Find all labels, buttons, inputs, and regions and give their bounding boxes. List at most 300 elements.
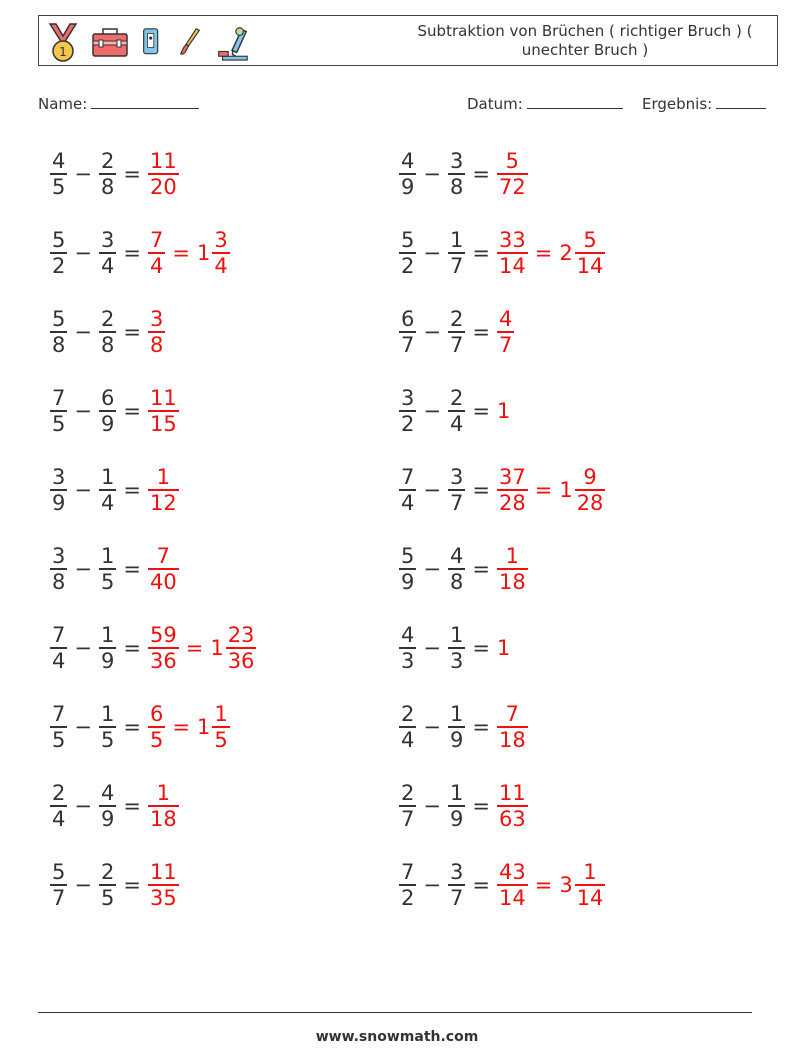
minuend-fraction-denominator: 5 bbox=[52, 411, 66, 436]
equals-sign: = bbox=[472, 715, 490, 739]
subtrahend-fraction bbox=[448, 465, 465, 515]
answer-fraction-denominator: 35 bbox=[149, 885, 177, 910]
minuend-fraction-denominator: 7 bbox=[401, 332, 415, 357]
name-blank[interactable] bbox=[91, 94, 199, 109]
answer-fraction-numerator: 1 bbox=[505, 544, 520, 569]
minuend-fraction-denominator: 5 bbox=[52, 727, 66, 752]
problem-item bbox=[395, 143, 532, 205]
subtrahend-fraction bbox=[448, 702, 465, 752]
subtrahend-fraction-denominator: 9 bbox=[100, 806, 115, 831]
answer-fraction bbox=[497, 307, 514, 357]
answer-fraction bbox=[497, 860, 528, 910]
pencil-sharpener-icon bbox=[139, 21, 167, 63]
minus-sign: − bbox=[74, 320, 92, 344]
equals-sign: = bbox=[123, 557, 141, 581]
mixed-whole: 1 bbox=[210, 636, 224, 660]
subtrahend-fraction-numerator: 3 bbox=[449, 860, 464, 885]
problem-item bbox=[395, 617, 510, 679]
subtrahend-fraction bbox=[99, 386, 116, 436]
minuend-fraction bbox=[399, 781, 416, 831]
answer-equals-sign: = bbox=[172, 241, 190, 265]
answer-equals-sign: = bbox=[534, 478, 553, 502]
subtrahend-fraction bbox=[99, 228, 116, 278]
answer-fraction-denominator: 4 bbox=[149, 253, 164, 278]
answer-fraction-denominator: 8 bbox=[149, 332, 164, 357]
answer-equals-sign: = bbox=[534, 873, 553, 897]
problem-item bbox=[395, 696, 532, 758]
name-field bbox=[38, 94, 199, 113]
minuend-fraction bbox=[399, 149, 416, 199]
subtrahend-fraction-numerator: 1 bbox=[100, 544, 115, 569]
answer-fraction-numerator: 11 bbox=[149, 860, 177, 885]
mixed-fraction-numerator: 1 bbox=[583, 860, 597, 885]
minuend-fraction-denominator: 2 bbox=[401, 253, 415, 278]
minuend-fraction-numerator: 6 bbox=[401, 307, 415, 332]
mixed-whole: 1 bbox=[196, 715, 211, 739]
answer-fraction-denominator: 20 bbox=[149, 174, 177, 199]
minus-sign: − bbox=[74, 557, 92, 581]
minuend-fraction-denominator: 9 bbox=[401, 569, 415, 594]
answer-fraction-denominator: 72 bbox=[498, 174, 526, 199]
minuend-fraction bbox=[399, 386, 416, 436]
answer-whole: 1 bbox=[496, 399, 511, 423]
subtrahend-fraction-denominator: 5 bbox=[100, 569, 115, 594]
minuend-fraction-numerator: 4 bbox=[52, 149, 66, 174]
answer-fraction-denominator: 40 bbox=[149, 569, 177, 594]
minuend-fraction bbox=[50, 465, 67, 515]
equals-sign: = bbox=[472, 162, 490, 186]
problem-item bbox=[395, 380, 510, 442]
minuend-fraction-numerator: 3 bbox=[401, 386, 415, 411]
minuend-fraction-denominator: 7 bbox=[401, 806, 415, 831]
answer-fraction bbox=[148, 544, 179, 594]
problem-item bbox=[395, 775, 532, 837]
microscope-icon bbox=[213, 21, 251, 63]
minus-sign: − bbox=[74, 241, 92, 265]
answer-fraction-numerator: 5 bbox=[505, 149, 520, 174]
answer bbox=[493, 149, 532, 199]
minus-sign: − bbox=[74, 162, 92, 186]
answer-fraction bbox=[148, 781, 179, 831]
problem-item bbox=[46, 222, 234, 284]
mixed-fraction-denominator: 36 bbox=[227, 648, 255, 673]
minus-sign: − bbox=[74, 636, 92, 660]
mixed-fraction-numerator: 23 bbox=[227, 623, 255, 648]
subtrahend-fraction-denominator: 4 bbox=[100, 253, 115, 278]
minuend-fraction-denominator: 4 bbox=[52, 806, 66, 831]
answer-fraction-denominator: 7 bbox=[498, 332, 513, 357]
equals-sign: = bbox=[472, 557, 490, 581]
answer bbox=[144, 781, 183, 831]
problem-item bbox=[46, 775, 183, 837]
subtrahend-fraction-denominator: 4 bbox=[449, 411, 464, 436]
minuend-fraction-denominator: 5 bbox=[52, 174, 66, 199]
equals-sign: = bbox=[123, 320, 141, 344]
date-blank[interactable] bbox=[527, 94, 623, 109]
answer-fraction-numerator: 6 bbox=[149, 702, 164, 727]
subtrahend-fraction-denominator: 7 bbox=[449, 253, 464, 278]
answer-fraction bbox=[148, 307, 165, 357]
equals-sign: = bbox=[123, 794, 141, 818]
minuend-fraction-numerator: 2 bbox=[401, 702, 415, 727]
mixed-fraction bbox=[212, 228, 229, 278]
subtrahend-fraction-denominator: 5 bbox=[100, 885, 115, 910]
subtrahend-fraction bbox=[448, 544, 465, 594]
subtrahend-fraction-denominator: 7 bbox=[449, 332, 464, 357]
minuend-fraction-denominator: 4 bbox=[52, 648, 66, 673]
minuend-fraction bbox=[50, 702, 67, 752]
minuend-fraction-denominator: 2 bbox=[401, 411, 415, 436]
minuend-fraction bbox=[399, 228, 416, 278]
equals-sign: = bbox=[123, 715, 141, 739]
result-label: Ergebnis: bbox=[642, 95, 713, 113]
problem-item bbox=[395, 538, 532, 600]
minuend-fraction-denominator: 2 bbox=[401, 885, 415, 910]
subtrahend-fraction-denominator: 5 bbox=[100, 727, 115, 752]
minuend-fraction bbox=[50, 228, 67, 278]
answer bbox=[493, 307, 518, 357]
answer bbox=[144, 860, 183, 910]
result-field bbox=[642, 94, 766, 113]
answer bbox=[144, 702, 234, 752]
minuend-fraction-denominator: 7 bbox=[52, 885, 66, 910]
minuend-fraction-numerator: 7 bbox=[401, 860, 415, 885]
mixed-fraction-numerator: 3 bbox=[214, 228, 228, 253]
mixed-fraction-numerator: 1 bbox=[214, 702, 228, 727]
answer-fraction-denominator: 63 bbox=[498, 806, 526, 831]
subtrahend-fraction bbox=[448, 307, 465, 357]
equals-sign: = bbox=[123, 241, 141, 265]
answer-fraction-denominator: 18 bbox=[498, 569, 526, 594]
minuend-fraction-denominator: 9 bbox=[401, 174, 415, 199]
minuend-fraction-numerator: 4 bbox=[401, 623, 415, 648]
answer-fraction-numerator: 59 bbox=[149, 623, 177, 648]
answer bbox=[144, 149, 183, 199]
equals-sign: = bbox=[123, 162, 141, 186]
answer-fraction bbox=[148, 465, 179, 515]
minuend-fraction bbox=[399, 307, 416, 357]
subtrahend-fraction-denominator: 8 bbox=[100, 332, 115, 357]
answer-fraction-numerator: 33 bbox=[498, 228, 526, 253]
footer-divider bbox=[38, 1012, 752, 1013]
answer-equals-sign: = bbox=[172, 715, 190, 739]
answer-fraction-numerator: 11 bbox=[149, 149, 177, 174]
medal-icon bbox=[45, 21, 81, 63]
subtrahend-fraction-denominator: 9 bbox=[449, 806, 464, 831]
answer-fraction bbox=[148, 149, 179, 199]
equals-sign: = bbox=[472, 478, 490, 502]
minuend-fraction bbox=[399, 623, 416, 673]
subtrahend-fraction bbox=[99, 623, 116, 673]
minus-sign: − bbox=[74, 715, 92, 739]
minuend-fraction-denominator: 4 bbox=[401, 727, 415, 752]
answer bbox=[493, 702, 532, 752]
equals-sign: = bbox=[472, 241, 490, 265]
answer bbox=[144, 386, 183, 436]
minuend-fraction bbox=[50, 781, 67, 831]
answer-fraction-denominator: 14 bbox=[498, 253, 526, 278]
subtrahend-fraction-denominator: 9 bbox=[100, 648, 115, 673]
mixed-fraction-denominator: 5 bbox=[214, 727, 228, 752]
answer-fraction-numerator: 1 bbox=[156, 781, 171, 806]
answer-fraction-numerator: 37 bbox=[498, 465, 526, 490]
equals-sign: = bbox=[472, 636, 490, 660]
minuend-fraction bbox=[399, 544, 416, 594]
minuend-fraction-numerator: 3 bbox=[52, 465, 66, 490]
subtrahend-fraction-numerator: 1 bbox=[100, 623, 115, 648]
svg-text:1: 1 bbox=[59, 45, 67, 59]
minuend-fraction-numerator: 7 bbox=[401, 465, 415, 490]
subtrahend-fraction bbox=[99, 544, 116, 594]
subtrahend-fraction-denominator: 4 bbox=[100, 490, 115, 515]
minuend-fraction bbox=[399, 860, 416, 910]
subtrahend-fraction bbox=[99, 860, 116, 910]
answer-fraction-denominator: 18 bbox=[498, 727, 526, 752]
minuend-fraction-numerator: 5 bbox=[52, 860, 66, 885]
subtrahend-fraction-numerator: 3 bbox=[449, 149, 464, 174]
equals-sign: = bbox=[472, 320, 490, 344]
minus-sign: − bbox=[74, 399, 92, 423]
mixed-fraction bbox=[212, 702, 229, 752]
answer-fraction-denominator: 15 bbox=[149, 411, 177, 436]
minuend-fraction-denominator: 3 bbox=[401, 648, 415, 673]
minuend-fraction-numerator: 2 bbox=[52, 781, 66, 806]
answer bbox=[144, 307, 169, 357]
date-label: Datum: bbox=[467, 95, 523, 113]
subtrahend-fraction-numerator: 2 bbox=[449, 307, 464, 332]
mixed-fraction bbox=[226, 623, 257, 673]
answer-fraction-numerator: 43 bbox=[498, 860, 526, 885]
problem-item bbox=[46, 696, 234, 758]
problem-item bbox=[46, 854, 183, 916]
subtrahend-fraction bbox=[448, 386, 465, 436]
subtrahend-fraction-numerator: 1 bbox=[449, 228, 464, 253]
minus-sign: − bbox=[423, 399, 441, 423]
minuend-fraction bbox=[50, 623, 67, 673]
subtrahend-fraction-denominator: 9 bbox=[449, 727, 464, 752]
answer-fraction bbox=[148, 228, 165, 278]
answer bbox=[144, 623, 260, 673]
subtrahend-fraction-numerator: 2 bbox=[100, 307, 115, 332]
answer-fraction bbox=[497, 149, 528, 199]
subtrahend-fraction bbox=[99, 149, 116, 199]
answer-fraction-denominator: 28 bbox=[498, 490, 526, 515]
mixed-whole: 3 bbox=[559, 873, 573, 897]
mixed-fraction bbox=[575, 228, 606, 278]
answer-fraction-numerator: 7 bbox=[156, 544, 171, 569]
minuend-fraction-denominator: 8 bbox=[52, 569, 66, 594]
mixed-whole: 1 bbox=[196, 241, 211, 265]
mixed-fraction bbox=[575, 465, 606, 515]
equals-sign: = bbox=[123, 478, 141, 502]
problem-item bbox=[395, 301, 518, 363]
subtrahend-fraction-numerator: 1 bbox=[449, 623, 464, 648]
minuend-fraction bbox=[50, 149, 67, 199]
minus-sign: − bbox=[423, 636, 441, 660]
mixed-fraction-numerator: 9 bbox=[583, 465, 597, 490]
problem-item bbox=[46, 617, 260, 679]
minuend-fraction bbox=[399, 702, 416, 752]
minuend-fraction-numerator: 4 bbox=[401, 149, 415, 174]
problem-item bbox=[46, 301, 169, 363]
answer-fraction bbox=[497, 228, 528, 278]
header-icons bbox=[45, 20, 251, 64]
worksheet-header bbox=[38, 15, 778, 66]
subtrahend-fraction bbox=[99, 465, 116, 515]
answer-fraction-numerator: 4 bbox=[498, 307, 513, 332]
answer bbox=[493, 465, 609, 515]
subtrahend-fraction-numerator: 3 bbox=[100, 228, 115, 253]
name-label: Name: bbox=[38, 95, 88, 113]
subtrahend-fraction-numerator: 3 bbox=[449, 465, 464, 490]
answer-fraction-denominator: 18 bbox=[149, 806, 177, 831]
mixed-fraction-numerator: 5 bbox=[583, 228, 597, 253]
subtrahend-fraction bbox=[448, 149, 465, 199]
subtrahend-fraction bbox=[448, 623, 465, 673]
problem-item bbox=[395, 222, 609, 284]
answer-fraction bbox=[497, 544, 528, 594]
subtrahend-fraction bbox=[99, 781, 116, 831]
minuend-fraction-denominator: 4 bbox=[401, 490, 415, 515]
minuend-fraction bbox=[50, 386, 67, 436]
minuend-fraction-numerator: 7 bbox=[52, 386, 66, 411]
date-field bbox=[467, 94, 623, 113]
answer-fraction-denominator: 12 bbox=[149, 490, 177, 515]
minuend-fraction bbox=[399, 465, 416, 515]
subtrahend-fraction-numerator: 1 bbox=[100, 465, 115, 490]
subtrahend-fraction bbox=[99, 307, 116, 357]
problem-item bbox=[46, 380, 183, 442]
equals-sign: = bbox=[472, 873, 490, 897]
subtrahend-fraction-numerator: 1 bbox=[100, 702, 115, 727]
answer-fraction-numerator: 11 bbox=[498, 781, 526, 806]
subtrahend-fraction-numerator: 2 bbox=[100, 149, 115, 174]
answer-fraction-denominator: 36 bbox=[149, 648, 177, 673]
subtrahend-fraction bbox=[448, 781, 465, 831]
subtrahend-fraction-denominator: 7 bbox=[449, 885, 464, 910]
minus-sign: − bbox=[423, 715, 441, 739]
minuend-fraction bbox=[50, 307, 67, 357]
equals-sign: = bbox=[123, 873, 141, 897]
minuend-fraction-numerator: 2 bbox=[401, 781, 415, 806]
answer-fraction-numerator: 11 bbox=[149, 386, 177, 411]
minuend-fraction-numerator: 5 bbox=[401, 544, 415, 569]
equals-sign: = bbox=[123, 636, 141, 660]
minus-sign: − bbox=[423, 794, 441, 818]
answer-fraction-numerator: 7 bbox=[505, 702, 520, 727]
problem-item bbox=[395, 854, 609, 916]
subtrahend-fraction-numerator: 1 bbox=[449, 781, 464, 806]
minus-sign: − bbox=[74, 478, 92, 502]
problem-item bbox=[46, 143, 183, 205]
answer bbox=[493, 781, 532, 831]
equals-sign: = bbox=[123, 399, 141, 423]
answer-fraction-denominator: 14 bbox=[498, 885, 526, 910]
subtrahend-fraction-denominator: 9 bbox=[100, 411, 115, 436]
answer-fraction-numerator: 1 bbox=[156, 465, 171, 490]
answer-fraction bbox=[148, 702, 165, 752]
mixed-fraction-denominator: 28 bbox=[576, 490, 604, 515]
minuend-fraction-numerator: 3 bbox=[52, 544, 66, 569]
mixed-whole: 1 bbox=[559, 478, 573, 502]
answer-fraction bbox=[148, 386, 179, 436]
mixed-whole: 2 bbox=[559, 241, 573, 265]
subtrahend-fraction-numerator: 2 bbox=[100, 860, 115, 885]
subtrahend-fraction-numerator: 2 bbox=[449, 386, 464, 411]
minuend-fraction-denominator: 2 bbox=[52, 253, 66, 278]
answer-fraction-denominator: 5 bbox=[149, 727, 164, 752]
subtrahend-fraction-denominator: 8 bbox=[449, 569, 464, 594]
subtrahend-fraction bbox=[99, 702, 116, 752]
minus-sign: − bbox=[423, 873, 441, 897]
minuend-fraction bbox=[50, 860, 67, 910]
minuend-fraction-numerator: 5 bbox=[52, 228, 66, 253]
answer bbox=[144, 465, 183, 515]
answer bbox=[493, 228, 609, 278]
result-blank[interactable] bbox=[716, 94, 766, 109]
minuend-fraction-denominator: 8 bbox=[52, 332, 66, 357]
answer-equals-sign: = bbox=[534, 241, 553, 265]
subtrahend-fraction-numerator: 4 bbox=[100, 781, 115, 806]
answer bbox=[144, 544, 183, 594]
minus-sign: − bbox=[423, 241, 441, 265]
answer-fraction bbox=[497, 465, 528, 515]
subtrahend-fraction-numerator: 4 bbox=[449, 544, 464, 569]
minuend-fraction-numerator: 7 bbox=[52, 702, 66, 727]
answer-fraction bbox=[148, 623, 179, 673]
minuend-fraction-numerator: 7 bbox=[52, 623, 66, 648]
answer bbox=[493, 860, 609, 910]
answer bbox=[493, 636, 510, 660]
minuend-fraction-denominator: 9 bbox=[52, 490, 66, 515]
minus-sign: − bbox=[74, 873, 92, 897]
answer-fraction bbox=[497, 781, 528, 831]
mixed-fraction bbox=[575, 860, 606, 910]
answer bbox=[493, 544, 532, 594]
subtrahend-fraction-denominator: 3 bbox=[449, 648, 464, 673]
subtrahend-fraction-denominator: 8 bbox=[449, 174, 464, 199]
subtrahend-fraction-numerator: 6 bbox=[100, 386, 115, 411]
subtrahend-fraction bbox=[448, 228, 465, 278]
answer-whole: 1 bbox=[496, 636, 511, 660]
minus-sign: − bbox=[423, 320, 441, 344]
equals-sign: = bbox=[472, 794, 490, 818]
mixed-fraction-denominator: 4 bbox=[214, 253, 228, 278]
minuend-fraction bbox=[50, 544, 67, 594]
answer-equals-sign: = bbox=[185, 636, 204, 660]
subtrahend-fraction-denominator: 7 bbox=[449, 490, 464, 515]
footer-website: www.snowmath.com bbox=[315, 1029, 479, 1045]
problem-item bbox=[46, 538, 183, 600]
minuend-fraction-numerator: 5 bbox=[52, 307, 66, 332]
paintbrush-icon bbox=[176, 21, 204, 63]
equals-sign: = bbox=[472, 399, 490, 423]
subtrahend-fraction-denominator: 8 bbox=[100, 174, 115, 199]
minus-sign: − bbox=[74, 794, 92, 818]
answer bbox=[144, 228, 234, 278]
answer-fraction-numerator: 3 bbox=[149, 307, 164, 332]
answer-fraction-numerator: 7 bbox=[149, 228, 164, 253]
problem-item bbox=[395, 459, 609, 521]
toolbox-icon bbox=[90, 21, 130, 63]
answer-fraction bbox=[148, 860, 179, 910]
minus-sign: − bbox=[423, 557, 441, 581]
mixed-fraction-denominator: 14 bbox=[576, 253, 604, 278]
worksheet-title: Subtraktion von Brüchen ( richtiger Bruch ) ( unechter Bruch ) bbox=[417, 22, 753, 59]
minus-sign: − bbox=[423, 478, 441, 502]
minus-sign: − bbox=[423, 162, 441, 186]
mixed-fraction-denominator: 14 bbox=[576, 885, 604, 910]
